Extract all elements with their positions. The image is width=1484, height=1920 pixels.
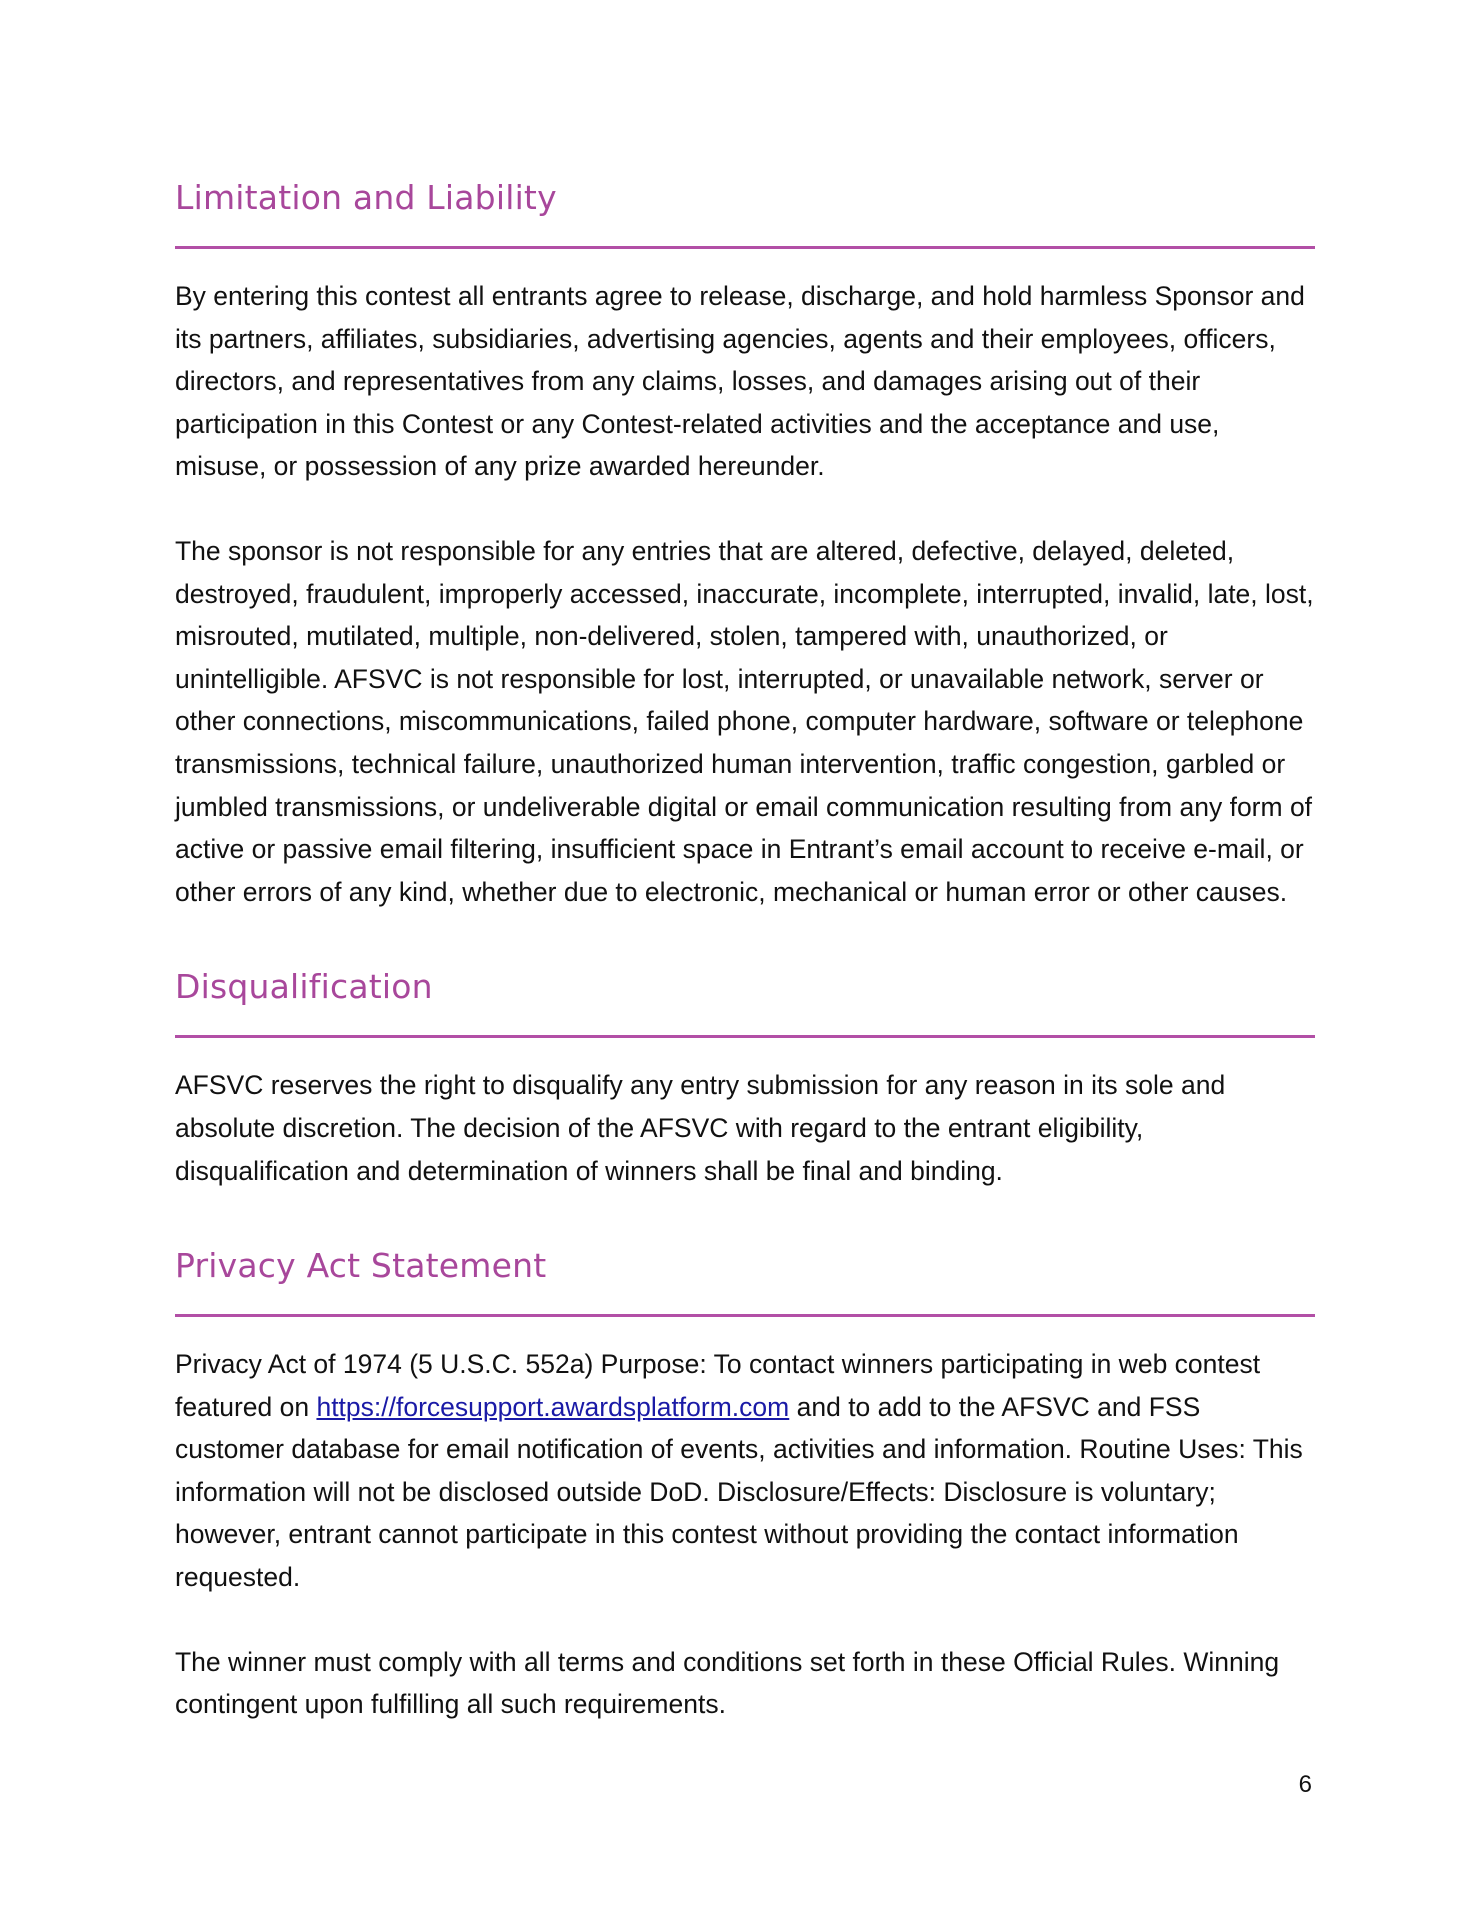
paragraph-spacer xyxy=(175,1599,1315,1641)
heading-divider xyxy=(175,1314,1315,1317)
section-heading: Limitation and Liability xyxy=(175,178,557,217)
section-spacer xyxy=(175,913,1315,957)
section-spacer xyxy=(175,1192,1315,1236)
heading-divider xyxy=(175,246,1315,249)
page-content xyxy=(175,168,1315,1726)
paragraph-text: and to add to the AFSVC and FSS customer database for email notification of events, activities and information. Routine Uses: This information will not be disclosed outside DoD. Disclosure/Effects: Disclosure is voluntary; however, entrant cannot participate in this contest without providing the contact information requested. xyxy=(175,1391,1303,1593)
section-heading: Disqualification xyxy=(175,967,433,1007)
body-paragraph: AFSVC reserves the right to disqualify any entry submission for any reason in its sole and absolute discretion. The decision of the AFSVC with regard to the entrant eligibility, disqualification and determination of winners shall be final and binding. xyxy=(175,1070,1226,1186)
body-paragraph: By entering this contest all entrants agree to release, discharge, and hold harmless Sponsor and its partners, affiliates, subsidiaries, advertising agencies, agents and their employees, officers, directors, and representatives from any claims, losses, and damages arising out of their participation in this Contest or any Contest-related activities and the acceptance and use, misuse, or possession of any prize awarded hereunder. xyxy=(175,281,1305,482)
paragraph-spacer xyxy=(175,488,1315,530)
page-number: 6 xyxy=(1298,1771,1312,1798)
section-disqualification xyxy=(175,957,1315,1192)
paragraph-text: Privacy Act of 1974 (5 U.S.C. 552a) Purpose: To contact winners participating in web contest featured on xyxy=(175,1349,1261,1422)
heading-divider xyxy=(175,1035,1315,1038)
section-privacy-act-statement xyxy=(175,1236,1315,1726)
section-heading: Privacy Act Statement xyxy=(175,1246,547,1286)
body-paragraph: The sponsor is not responsible for any entries that are altered, defective, delayed, deleted, destroyed, fraudulent, improperly accessed, inaccurate, incomplete, interrupted, invalid, late, lost, misrouted, mutilated, multiple, non-delivered, stolen, tampered with, unauthorized, or unintelligible. AFSVC is not responsible for lost, interrupted, or unavailable network, server or other connections, miscommunications, failed phone, computer hardware, software or telephone transmissions, technical failure, unauthorized human intervention, traffic congestion, garbled or jumbled transmissions, or undeliverable digital or email communication resulting from any form of active or passive email filtering, insufficient space in Entrant’s email account to receive e-mail, or other errors of any kind, whether due to electronic, mechanical or human error or other causes. xyxy=(175,535,1314,907)
body-paragraph: The winner must comply with all terms and conditions set forth in these Official Rules. Winning contingent upon fulfilling all such requirements. xyxy=(175,1646,1280,1720)
body-paragraph xyxy=(175,1343,1315,1599)
section-limitation-and-liability xyxy=(175,168,1315,913)
awards-platform-link[interactable]: https://forcesupport.awardsplatform.com xyxy=(316,1391,790,1422)
